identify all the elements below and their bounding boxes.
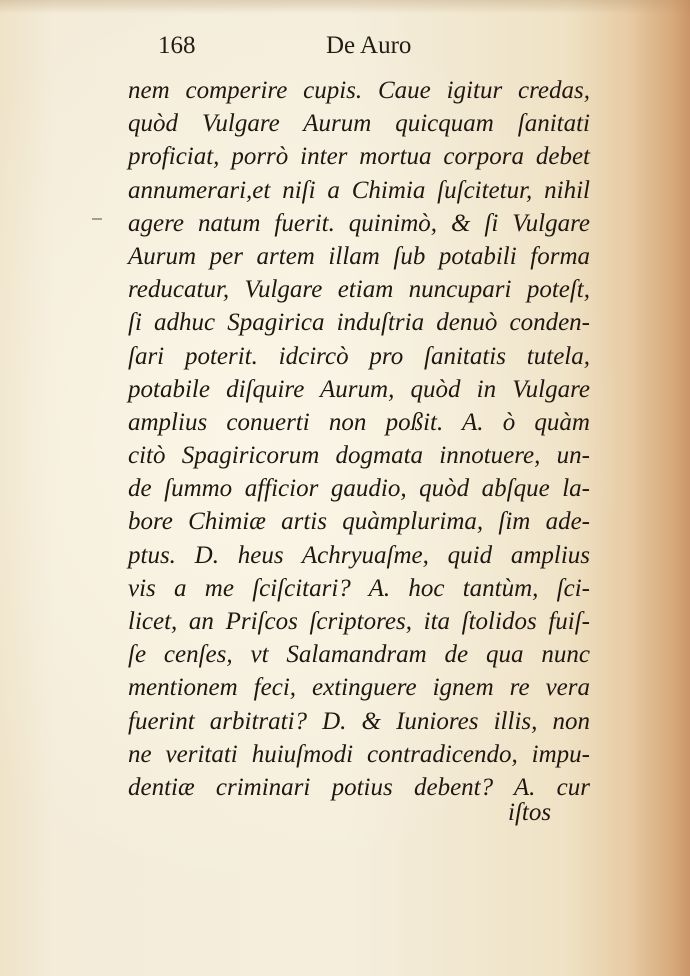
text-line: ſe cenſes, vt Salamandram de qua nunc bbox=[128, 641, 590, 669]
running-title: De Auro bbox=[326, 32, 412, 59]
text-line: amplius conuerti non poßit. A. ò quàm bbox=[128, 408, 590, 436]
text-line: ſi adhuc Spagirica induſtria denuò conden- bbox=[128, 309, 590, 337]
text-line: potabile diſquire Aurum, quòd in Vulgare bbox=[128, 375, 590, 403]
text-line: fuerint arbitrati? D. & Iuniores illis, non bbox=[128, 707, 590, 735]
text-line: ne veritati huiuſmodi contradicendo, impu- bbox=[128, 740, 590, 768]
text-line: annumerari,et niſi a Chimia ſuſcitetur, nihil bbox=[128, 176, 590, 204]
text-line: mentionem feci, extinguere ignem re vera bbox=[128, 674, 590, 702]
text-line: ſari poterit. idcircò pro ſanitatis tutela, bbox=[128, 342, 590, 370]
text-line: agere natum fuerit. quinimò, & ſi Vulgare bbox=[128, 209, 590, 237]
page-number: 168 bbox=[158, 32, 196, 59]
text-line: reducatur, Vulgare etiam nuncupari poteſt, bbox=[128, 276, 590, 304]
text-line: vis a me ſciſcitari? A. hoc tantùm, ſci- bbox=[128, 574, 590, 602]
margin-mark bbox=[92, 218, 102, 220]
running-head bbox=[158, 32, 598, 66]
body-text bbox=[128, 74, 590, 804]
text-line: de ſummo afficior gaudio, quòd abſque la- bbox=[128, 475, 590, 503]
text-line: bore Chimiæ artis quàmplurima, ſim ade- bbox=[128, 508, 590, 536]
text-line: licet, an Priſcos ſcriptores, ita ſtolidos fuiſ- bbox=[128, 608, 590, 635]
text-line: quòd Vulgare Aurum quicquam ſanitati bbox=[128, 110, 590, 138]
text-line: proficiat, porrò inter mortua corpora debet bbox=[128, 143, 590, 171]
text-line: ptus. D. heus Achryuaſme, quid amplius bbox=[128, 541, 590, 569]
catchword: iſtos bbox=[508, 799, 552, 826]
text-line: citò Spagiricorum dogmata innotuere, un- bbox=[128, 442, 590, 470]
text-line: dentiæ criminari potius debent? A. cur bbox=[128, 773, 590, 801]
text-line: Aurum per artem illam ſub potabili forma bbox=[128, 242, 590, 270]
text-line: nem comperire cupis. Caue igitur credas, bbox=[128, 77, 590, 104]
